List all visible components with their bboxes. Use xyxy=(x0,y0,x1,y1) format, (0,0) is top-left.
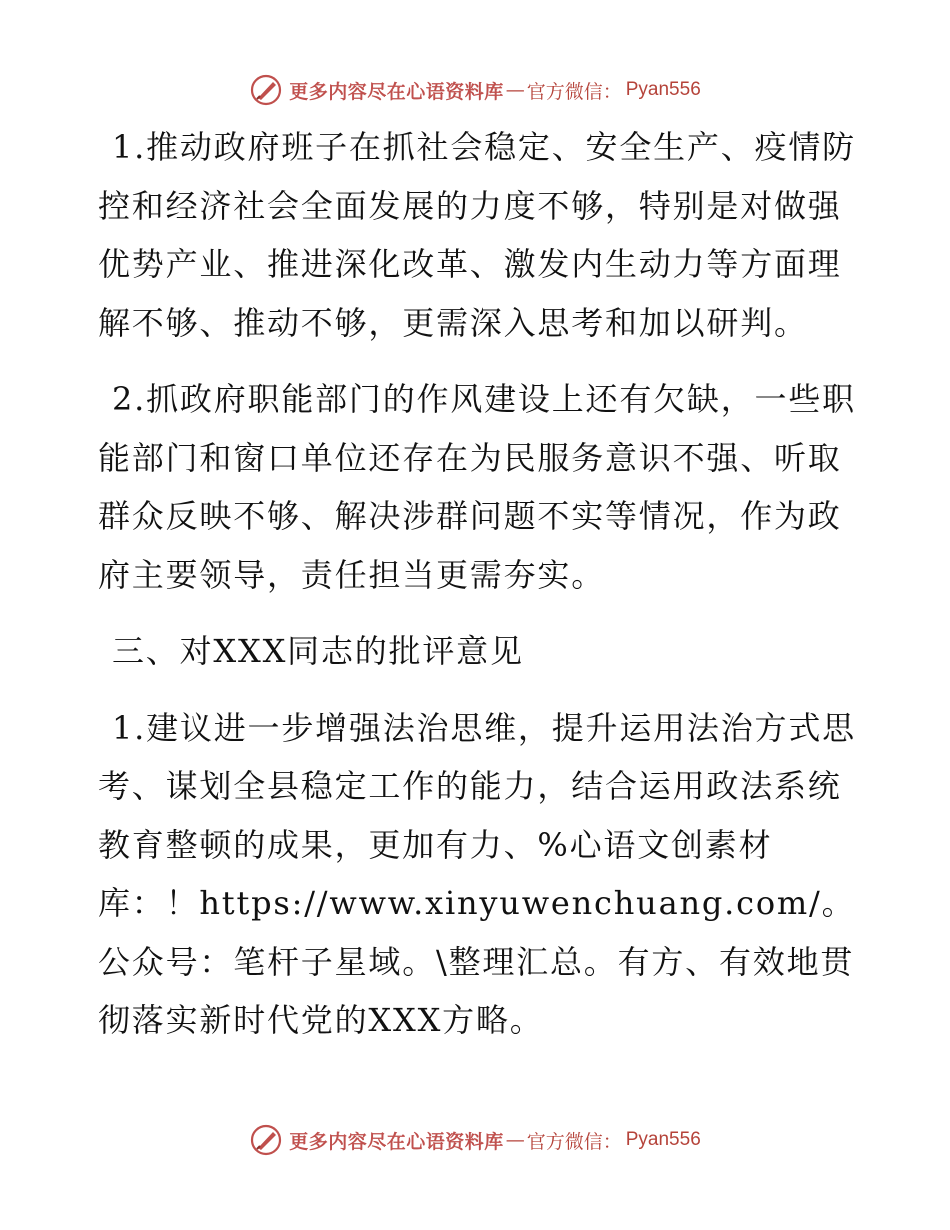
watermark-dash: — xyxy=(505,79,525,101)
quill-logo-icon xyxy=(249,1123,283,1157)
watermark-id-text: Pyan556 xyxy=(625,1129,701,1150)
paragraph-2: 2.抓政府职能部门的作风建设上还有欠缺，一些职能部门和窗口单位还存在为民服务意识不强、听取群众反映不够、解决涉群问题不实等情况，作为政府主要领导，责任担当更需夯实。 xyxy=(98,380,856,594)
paragraph-1: 1.推动政府班子在抓社会稳定、安全生产、疫情防控和经济社会全面发展的力度不够，特别是对做强优势产业、推进深化改革、激发内生动力等方面理解不够、推动不够，更需深入思考和加以研判。 xyxy=(98,128,856,342)
document-body xyxy=(98,118,858,1068)
section-heading: 三、对XXX同志的批评意见 xyxy=(112,632,524,670)
watermark-main-text: 更多内容尽在心语资料库 xyxy=(289,1130,504,1153)
watermark-sub-text: 官方微信： xyxy=(526,80,622,103)
watermark-id-text: Pyan556 xyxy=(625,79,701,100)
watermark-dash: — xyxy=(505,1129,525,1151)
watermark-sub-text: 官方微信： xyxy=(526,1130,622,1153)
footer-watermark xyxy=(0,1120,950,1160)
header-watermark xyxy=(0,70,950,110)
paragraph-3: 1.建议进一步增强法治思维，提升运用法治方式思考、谋划全县稳定工作的能力，结合运用政法系统教育整顿的成果，更加有力、%心语文创素材库：！https://www.xinyuwenchuang.com/。公众号：笔杆子星域。\整理汇总。有方、有效地贯彻落实新时代党的XXX方略。 xyxy=(98,708,856,1039)
watermark-main-text: 更多内容尽在心语资料库 xyxy=(289,80,504,103)
quill-logo-icon xyxy=(249,73,283,107)
